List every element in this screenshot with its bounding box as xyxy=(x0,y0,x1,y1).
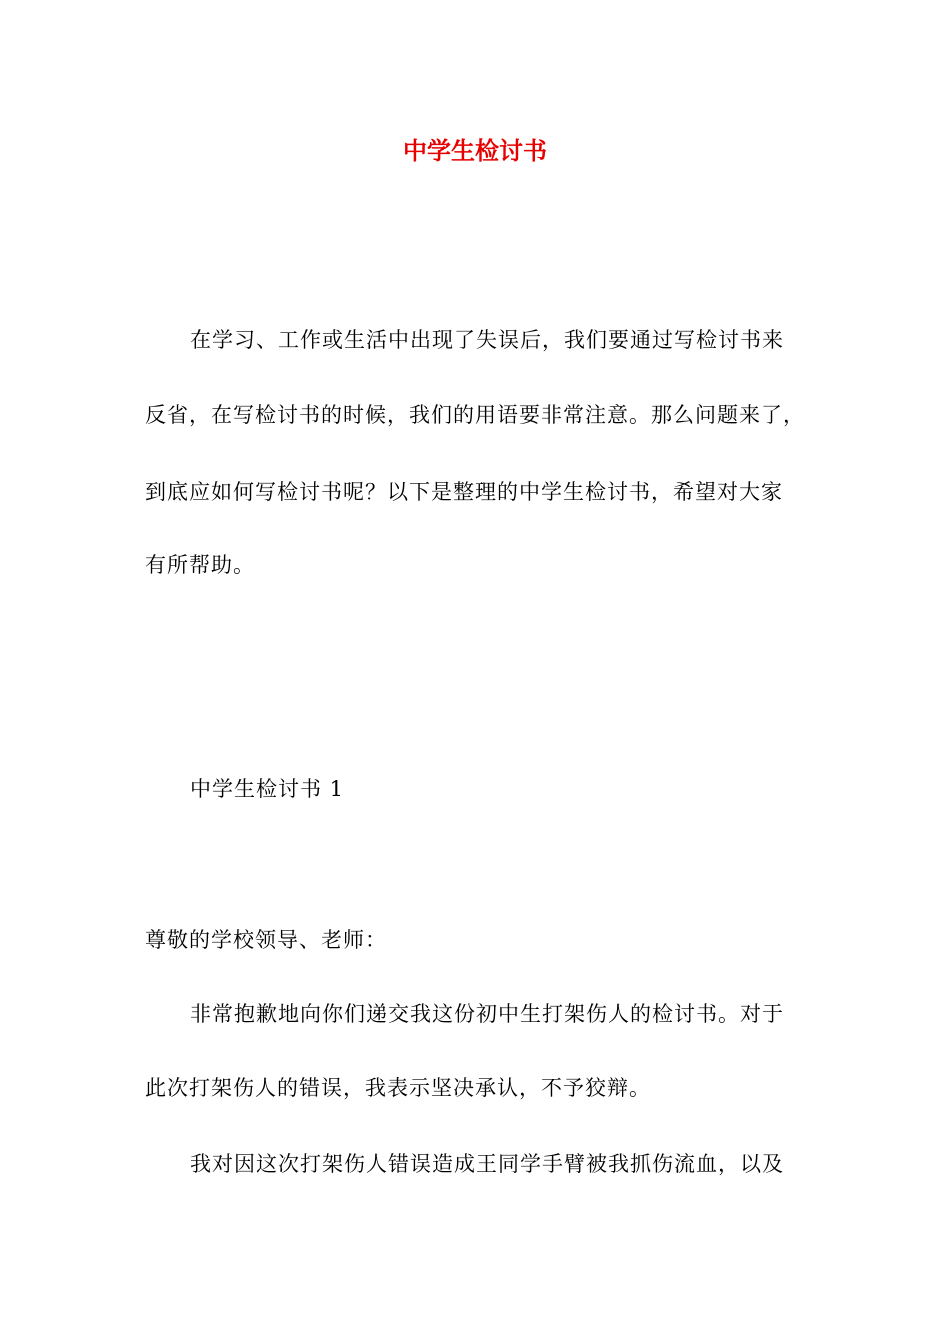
salutation: 尊敬的学校领导、老师： xyxy=(145,928,387,952)
intro-line-4: 有所帮助。 xyxy=(145,553,255,577)
paragraph-1-line-2: 此次打架伤人的错误，我表示坚决承认，不予狡辩。 xyxy=(145,1076,651,1100)
intro-line-3: 到底应如何写检讨书呢？以下是整理的中学生检讨书，希望对大家 xyxy=(145,480,783,504)
document-title: 中学生检讨书 xyxy=(403,136,547,165)
paragraph-1-line-1: 非常抱歉地向你们递交我这份初中生打架伤人的检讨书。对于 xyxy=(190,1002,784,1026)
section-heading: 中学生检讨书 1 xyxy=(190,777,345,801)
paragraph-2-line-1: 我对因这次打架伤人错误造成王同学手臂被我抓伤流血，以及 xyxy=(190,1152,784,1176)
intro-line-1: 在学习、工作或生活中出现了失误后，我们要通过写检讨书来 xyxy=(190,328,784,352)
intro-line-2: 反省，在写检讨书的时候，我们的用语要非常注意。那么问题来了， xyxy=(145,403,805,427)
